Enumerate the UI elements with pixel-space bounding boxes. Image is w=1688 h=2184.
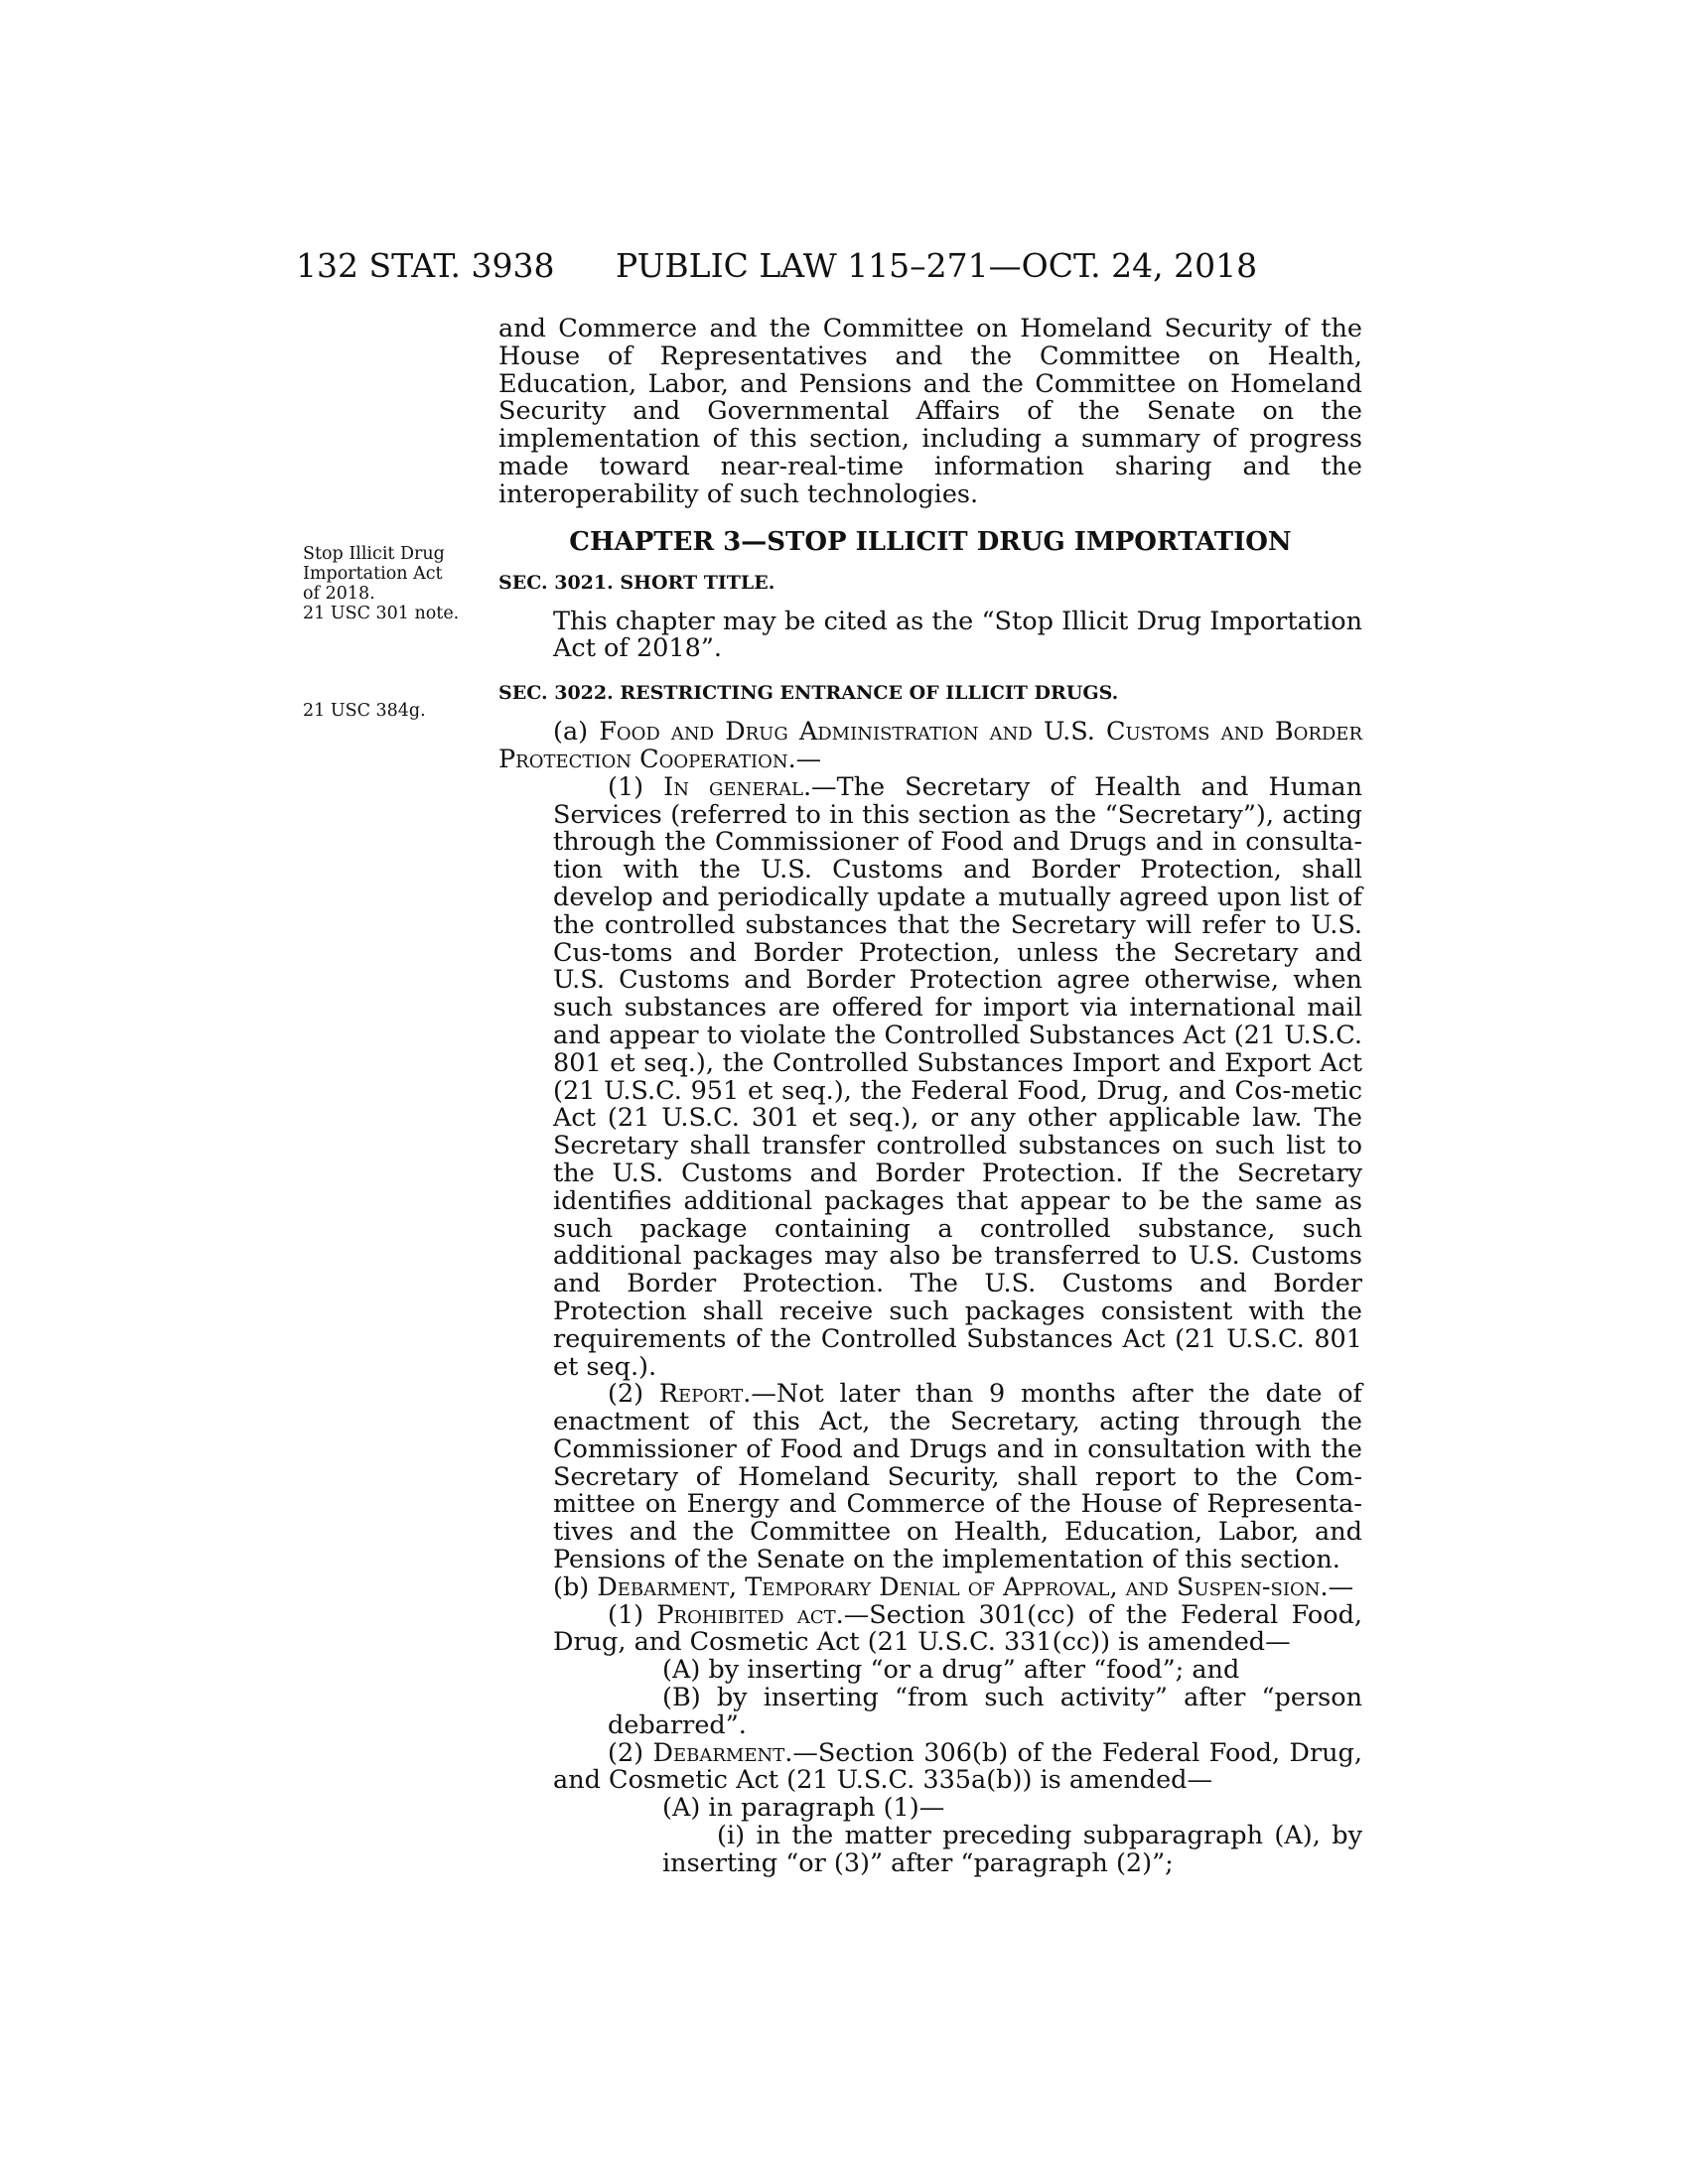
paragraph-a1 bbox=[498, 771, 1362, 1382]
running-header-title: PUBLIC LAW 115–271—OCT. 24, 2018 bbox=[616, 246, 1258, 285]
subparagraph-b1B: (B) by inserting “from such activity” after “person debarred”. bbox=[608, 1683, 1362, 1740]
subsection-a bbox=[498, 719, 1362, 774]
paragraph-a2 bbox=[498, 1381, 1362, 1574]
paragraph-a2-heading: Report.— bbox=[658, 1379, 776, 1410]
margin-note-line: 21 USC 301 note. bbox=[303, 604, 460, 623]
paragraph-b1-label: (1) bbox=[608, 1599, 644, 1630]
subsection-b-label: (b) bbox=[553, 1571, 590, 1602]
section-3021-heading: SEC. 3021. SHORT TITLE. bbox=[498, 571, 775, 594]
margin-note-line: Importation Act bbox=[303, 564, 443, 584]
paragraph-a2-text: Not later than 9 months after the date of enactment of this Act, the Secretary, acting through the Commissioner of Food and Drugs and in consultation with the Secretary of Homeland Security, shall report to the Com-mittee on Energy and Commerce of the House of Representa-tives and the Committee on Health, Education, Labor, and Pensions of the Senate on the implementation of this section. bbox=[553, 1379, 1362, 1575]
paragraph-b2-label: (2) bbox=[608, 1737, 644, 1768]
subparagraph-b1A: (A) by inserting “or a drug” after “food”; and bbox=[662, 1655, 1240, 1686]
margin-note-usc-citation: 21 USC 384g. bbox=[303, 701, 426, 721]
paragraph-a1-text: The Secretary of Health and Human Services (referred to in this section as the “Secretary”), acting through the Commissioner of Food and Drugs and in consulta-tion with the U.S. Customs and Border Protection, shall develop and periodically update a mutually agreed upon list of the controlled substances that the Secretary will refer to U.S. Cus-toms and Border Protection, unless the Secretary and U.S. Customs and Border Protection agree otherwise, when such substances are offered for import via international mail and appear to violate the Controlled Substances Act (21 U.S.C. 801 et seq.), the Controlled Substances Import and Export Act (21 U.S.C. 951 et seq.), the Federal Food, Drug, and Cos-metic Act (21 U.S.C. 301 et seq.), or any other applicable law. The Secretary shall transfer controlled substances on such list to the U.S. Customs and Border Protection. If the Secretary identifies additional packages that appear to be the same as such package containing a controlled substance, such additional packages may also be transferred to U.S. Customs and Border Protection. The U.S. Customs and Border Protection shall receive such packages consistent with the requirements of the Controlled Substances Act (21 U.S.C. 801 et seq.). bbox=[553, 771, 1362, 1382]
subparagraph-b2A: (A) in paragraph (1)— bbox=[662, 1793, 945, 1824]
chapter-heading: CHAPTER 3—STOP ILLICIT DRUG IMPORTATION bbox=[569, 526, 1292, 557]
margin-note-line: of 2018. bbox=[303, 584, 375, 604]
section-3021-text: This chapter may be cited as the “Stop Illicit Drug Importation Act of 2018”. bbox=[553, 606, 1362, 664]
stat-page-reference: 132 STAT. 3938 bbox=[296, 246, 555, 285]
margin-note-line: Stop Illicit Drug bbox=[303, 544, 445, 564]
subsection-a-heading: Food and Drug Administration and U.S. Customs and Border Protection Cooperation.— bbox=[498, 717, 1363, 774]
paragraph-a2-label: (2) bbox=[608, 1379, 644, 1410]
paragraph-a1-label: (1) bbox=[608, 771, 644, 802]
paragraph-b2-text: Section 306(b) of the Federal Food, Drug, and Cosmetic Act (21 U.S.C. 335a(b)) is amended— bbox=[553, 1737, 1362, 1796]
paragraph-a1-heading: In general.— bbox=[663, 771, 837, 802]
paragraph-b1-text: Section 301(cc) of the Federal Food, Drug, and Cosmetic Act (21 U.S.C. 331(cc)) is amended— bbox=[553, 1599, 1363, 1658]
subsection-b bbox=[498, 1571, 1362, 1602]
subsection-a-label: (a) bbox=[553, 717, 589, 748]
statute-body bbox=[498, 316, 1362, 1878]
paragraph-b1 bbox=[498, 1599, 1363, 1658]
margin-note-short-title bbox=[303, 544, 477, 623]
subsection-b-heading: Debarment, Temporary Denial of Approval, and Suspen-sion.— bbox=[597, 1571, 1354, 1602]
paragraph-b1-heading: Prohibited act.— bbox=[656, 1599, 870, 1630]
section-3022-heading: SEC. 3022. RESTRICTING ENTRANCE OF ILLICIT DRUGS. bbox=[498, 682, 1119, 705]
paragraph-b2 bbox=[498, 1737, 1362, 1796]
carryover-paragraph: and Commerce and the Committee on Homeland Security of the House of Representatives and the Committee on Health, Education, Labor, and Pensions and the Committee on Homeland Security and Governmental Affairs of the Senate on the implementation of this section, including a summary of progress made toward near-real-time information sharing and the interoperability of such technologies. bbox=[498, 314, 1362, 509]
paragraph-b2-heading: Debarment.— bbox=[652, 1737, 818, 1768]
clause-b2Ai: (i) in the matter preceding subparagraph (A), by inserting “or (3)” after “paragraph (2)”; bbox=[662, 1821, 1362, 1878]
